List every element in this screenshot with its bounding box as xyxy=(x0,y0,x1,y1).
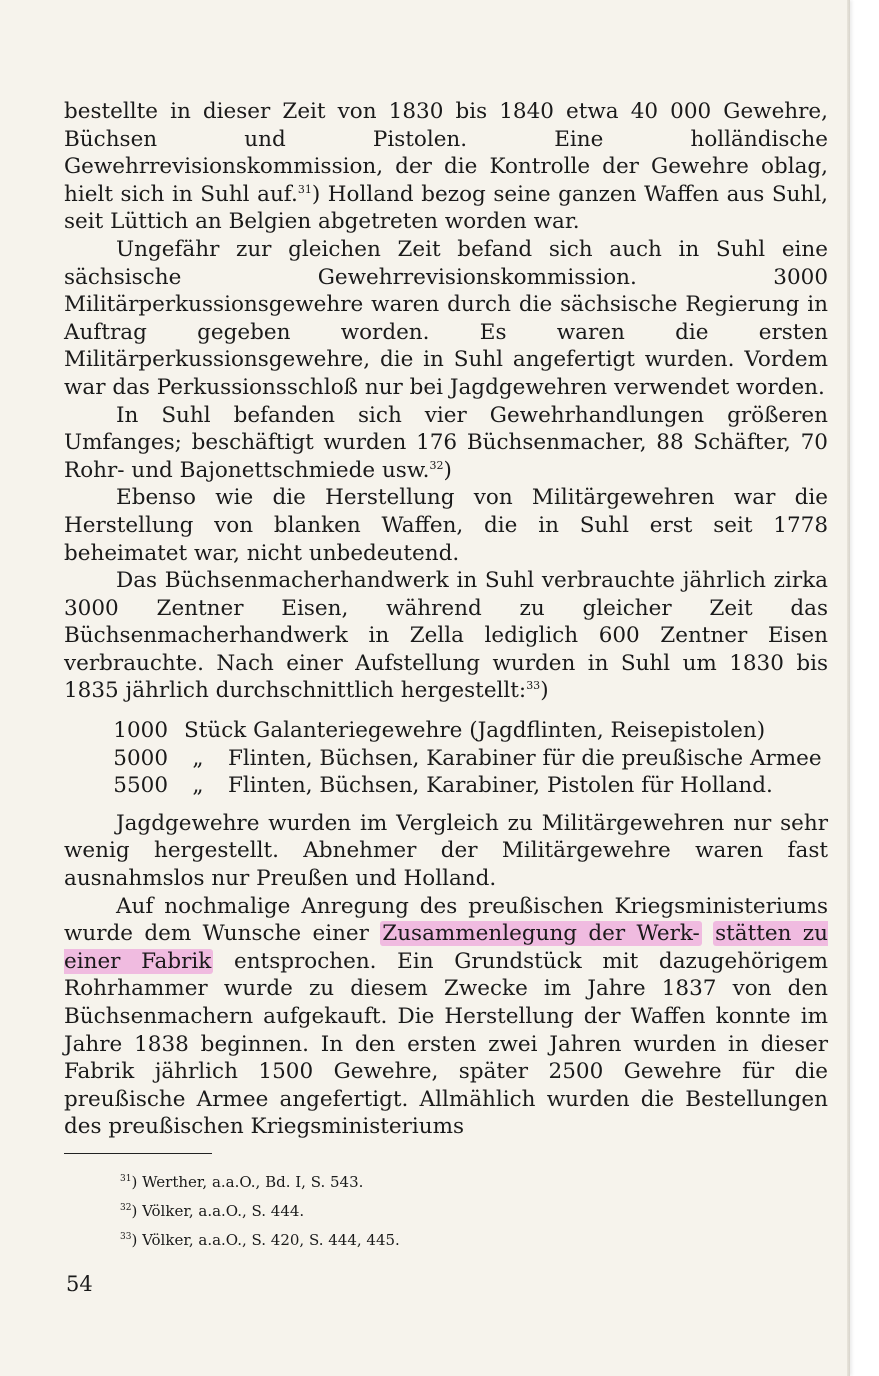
item-quantity: 5500 xyxy=(113,773,168,799)
paragraph-1-text-cont: ) Holland bezog seine ganzen Waffen aus Suhl, seit Lüttich an Belgien abgetreten worden war. xyxy=(64,181,828,235)
ditto-mark: „ xyxy=(192,745,204,771)
production-list xyxy=(64,717,828,800)
footnote xyxy=(120,1224,828,1253)
item-unit: Stück xyxy=(184,718,247,744)
footnote-ref-31: 31 xyxy=(297,182,312,196)
item-quantity: 5000 xyxy=(113,745,168,771)
footnote-text: ) Werther, a.a.O., Bd. I, S. 543. xyxy=(131,1172,364,1191)
footnote xyxy=(120,1195,828,1224)
highlighted-text-cont: stätten zu einer Fabrik xyxy=(64,921,828,974)
ditto-mark: „ xyxy=(192,773,204,799)
footnote-divider xyxy=(64,1153,212,1154)
footnote-number: 33 xyxy=(120,1231,132,1242)
footnote xyxy=(120,1166,828,1195)
paragraph-1 xyxy=(64,98,828,236)
paragraph-7-text: Auf nochmalige Anregung des preußischen Kriegsministeriums wurde dem Wunsche einer xyxy=(64,893,828,947)
footnote-number: 32 xyxy=(120,1202,132,1213)
footnote-number: 31 xyxy=(120,1173,132,1184)
paragraph-7-text-cont: entsprochen. Ein Grundstück mit dazugehörigem Rohrhammer wurde zu diesem Zwecke im Jahre 1837 von den Büchsenmachern aufgekauft. Die Herstellung der Waffen konnte im Jahre 1838 beginnen. In den ersten zwei Jahren wurden in dieser Fabrik jährlich 1500 Gewehre, später 2500 Gewehre für die preußische Armee angefertigt. Allmählich wurden die Bestellungen des preußischen Kriegsministeriums xyxy=(64,948,828,1140)
footnote-text: ) Völker, a.a.O., S. 444. xyxy=(131,1201,305,1220)
paragraph-6: Jagdgewehre wurden im Vergleich zu Militärgewehren nur sehr wenig hergestellt. Abnehmer der Militärgewehre waren fast ausnahmslos nur Preußen und Holland. xyxy=(64,810,828,892)
item-description: Galanteriegewehre (Jagdflinten, Reisepistolen) xyxy=(253,718,766,744)
footnotes xyxy=(64,1166,828,1253)
list-item xyxy=(64,717,828,745)
paragraph-4: Ebenso wie die Herstellung von Militärgewehren war die Herstellung von blanken Waffen, die in Suhl erst seit 1778 beheimatet war, nicht unbedeutend. xyxy=(64,485,828,566)
list-item xyxy=(64,745,828,773)
paragraph-7 xyxy=(64,893,828,1141)
paragraph-1-text: bestellte in dieser Zeit von 1830 bis 1840 etwa 40 000 Gewehre, Büchsen und Pistolen. Eine holländische Gewehrrevisionskommission, der die Kontrolle der Gewehre oblag, hielt sich in Suhl auf. xyxy=(64,99,828,207)
item-description: Flinten, Büchsen, Karabiner für die preußische Armee xyxy=(228,745,822,771)
item-description: Flinten, Büchsen, Karabiner, Pistolen für Holland. xyxy=(228,773,773,799)
footnote-ref-32: 32 xyxy=(429,458,444,472)
paragraph-5 xyxy=(64,567,828,705)
paragraph-5-text: Das Büchsenmacherhandwerk in Suhl verbrauchte jährlich zirka 3000 Zentner Eisen, während zu gleicher Zeit das Büchsenmacherhandwerk in Zella lediglich 600 Zentner Eisen verbrauchte. Nach einer Aufstellung wurden in Suhl um 1830 bis 1835 jährlich durchschnittlich hergestellt: xyxy=(64,568,828,704)
page-body xyxy=(64,98,828,1253)
highlighted-text: Zusammenlegung der Werk- xyxy=(382,921,700,947)
footnote-text: ) Völker, a.a.O., S. 420, S. 444, 445. xyxy=(131,1230,400,1249)
item-quantity: 1000 xyxy=(113,718,168,744)
list-item xyxy=(64,772,828,800)
paragraph-2: Ungefähr zur gleichen Zeit befand sich auch in Suhl eine sächsische Gewehrrevisionskommission. 3000 Militärperkussionsgewehre waren durch die sächsische Regierung in Auftrag gegeben worden. Es waren die ersten Militärperkussionsgewehre, die in Suhl angefertigt wurden. Vordem war das Perkussionsschloß nur bei Jagdgewehren verwendet worden. xyxy=(64,236,828,400)
page-number: 54 xyxy=(66,1272,93,1296)
paragraph-3-text: In Suhl befanden sich vier Gewehrhandlungen größeren Umfanges; beschäftigt wurden 176 Büchsenmacher, 88 Schäfter, 70 Rohr- und Bajonettschmiede usw. xyxy=(64,402,828,483)
paragraph-3 xyxy=(64,402,828,485)
paragraph-5-text-cont: ) xyxy=(540,678,549,704)
footnote-ref-33: 33 xyxy=(526,679,541,693)
paragraph-3-text-cont: ) xyxy=(443,457,452,483)
